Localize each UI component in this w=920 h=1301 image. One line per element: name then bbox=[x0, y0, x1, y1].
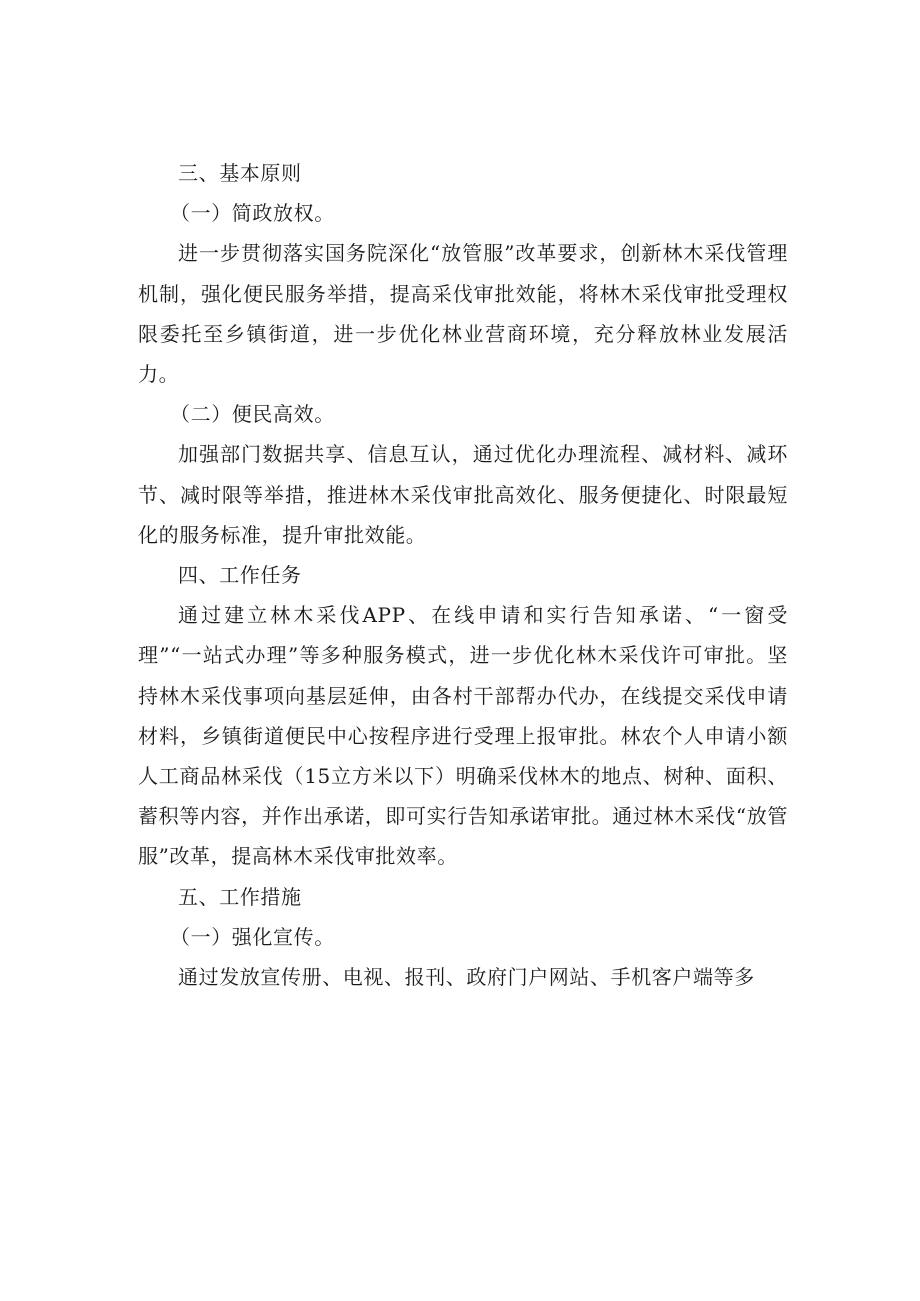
paragraph-work-tasks: 通过建立林木采伐APP、在线申请和实行告知承诺、“一窗受理”“一站式办理”等多种服务模式，进一步优化林木采伐许可审批。坚持林木采伐事项向基层延伸，由各村干部帮办代办，在线提交采伐申请材料，乡镇街道便民中心按程序进行受理上报审批。林农个人申请小额人工商品林采伐（15立方米以下）明确采伐林木的地点、树种、面积、蓄积等内容，并作出承诺，即可实行告知承诺审批。通过林木采伐“放管服”改革，提高林木采伐审批效率。 bbox=[138, 603, 788, 869]
section-heading-work-measures: 五、工作措施 bbox=[178, 884, 302, 909]
section-heading-work-tasks: 四、工作任务 bbox=[178, 563, 302, 588]
subsection-heading-simplify-administration: （一）简政放权。 bbox=[170, 201, 335, 226]
document-body bbox=[138, 153, 788, 997]
paragraph-convenience-efficiency: 加强部门数据共享、信息互认，通过优化办理流程、减材料、减环节、减时限等举措，推进林木采伐审批高效化、服务便捷化、时限最短化的服务标准，提升审批效能。 bbox=[138, 442, 788, 547]
subsection-heading-strengthen-publicity: （一）强化宣传。 bbox=[170, 924, 335, 949]
subsection-heading-convenience-efficiency: （二）便民高效。 bbox=[170, 402, 335, 427]
paragraph-strengthen-publicity: 通过发放宣传册、电视、报刊、政府门户网站、手机客户端等多 bbox=[178, 965, 755, 990]
paragraph-simplify-administration: 进一步贯彻落实国务院深化“放管服”改革要求，创新林木采伐管理机制，强化便民服务举措，提高采伐审批效能，将林木采伐审批受理权限委托至乡镇街道，进一步优化林业营商环境，充分释放林业发展活力。 bbox=[138, 241, 788, 387]
section-heading-basic-principles: 三、基本原则 bbox=[178, 161, 302, 185]
